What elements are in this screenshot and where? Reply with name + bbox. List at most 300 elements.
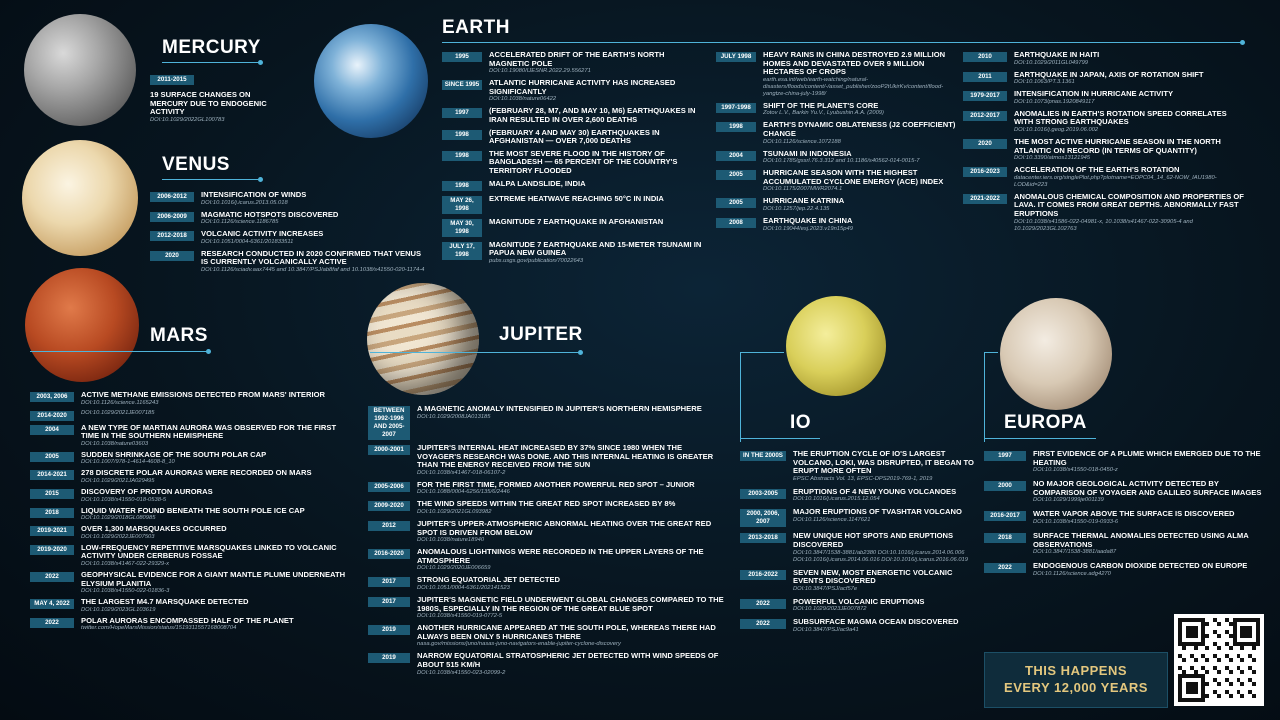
event-row <box>368 576 728 592</box>
event-title: ENDOGENOUS CARBON DIOXIDE DETECTED ON EUROPE <box>1033 561 1248 571</box>
event-title: EARTHQUAKE IN JAPAN, AXIS OF ROTATION SHIFT <box>1014 69 1204 79</box>
event-title: HURRICANE SEASON WITH THE HIGHEST ACCUMULATED CYCLONE ENERGY (ACE) INDEX <box>763 168 944 186</box>
event-title: FOR THE FIRST TIME, FORMED ANOTHER POWERFUL RED SPOT – JUNIOR <box>417 479 695 489</box>
event-title: LIQUID WATER FOUND BENEATH THE SOUTH POLE ICE CAP <box>81 505 305 515</box>
year-badge: 1998 <box>716 122 756 132</box>
io-image <box>786 296 886 396</box>
event-doi: DOI:10.1126/sciadv.aax7445 and 10.3847/PSJ/ab8faf and 10.1038/s41550-020-1174-4 <box>201 266 425 273</box>
event-text <box>1014 90 1173 106</box>
event-title: JUPITER'S MAGNETIC FIELD UNDERWENT GLOBAL CHANGES COMPARED TO THE 1980S, ESPECIALLY IN THE REGION OF THE GREAT BLUE SPOT <box>417 594 724 613</box>
event-title: TSUNAMI IN INDONESIA <box>763 148 852 158</box>
event-row <box>368 520 728 544</box>
event-row <box>442 195 707 214</box>
event-text <box>1033 450 1272 474</box>
year-badge: SINCE 1995 <box>442 80 482 90</box>
event-title: SUBSURFACE MAGMA OCEAN DISCOVERED <box>793 617 959 627</box>
mars-event-list <box>30 391 355 635</box>
event-title: THE MOST SEVERE FLOOD IN THE HISTORY OF BANGLADESH — 65 PERCENT OF THE COUNTRY'S TERRITORY FLOODED <box>489 148 678 175</box>
event-row <box>963 110 1248 134</box>
event-text <box>417 520 728 544</box>
event-title: SHIFT OF THE PLANET'S CORE <box>763 100 879 110</box>
event-text <box>81 488 213 504</box>
event-doi: DOI:10.1029/2018GL080985 <box>81 515 156 522</box>
event-doi: DOI:10.1016/j.icarus.2013.05.018 <box>201 199 288 206</box>
event-row <box>30 410 355 421</box>
year-badge: BETWEEN 1992-1996 AND 2005-2007 <box>368 406 410 440</box>
event-title: 19 SURFACE CHANGES ON MERCURY DUE TO ENDOGENIC ACTIVITY <box>150 90 267 117</box>
event-text <box>417 624 728 648</box>
venus-dot <box>258 177 263 182</box>
event-row <box>716 102 956 118</box>
year-badge: 2003, 2006 <box>30 392 74 402</box>
event-row <box>984 562 1272 578</box>
event-row <box>442 129 707 146</box>
europa-vertical-line <box>984 352 985 442</box>
event-title: ANOMALOUS LIGHTNINGS WERE RECORDED IN THE UPPER LAYERS OF THE ATMOSPHERE <box>417 547 704 565</box>
event-text <box>81 391 325 407</box>
earth-underline <box>442 42 1242 43</box>
event-doi: DOI:10.1038/s41550-019-0933-6 <box>1033 518 1119 525</box>
io-title: IO <box>790 412 812 433</box>
year-badge: 2005 <box>716 198 756 208</box>
year-badge: JULY 1998 <box>716 52 756 62</box>
event-title: A NEW TYPE OF MARTIAN AURORA WAS OBSERVED FOR THE FIRST TIME IN THE SOUTHERN HEMISPHERE <box>81 422 337 441</box>
year-badge: 2014-2021 <box>30 470 74 480</box>
event-text <box>489 107 707 124</box>
mars-underline <box>30 351 208 352</box>
year-badge: 2020 <box>963 139 1007 149</box>
event-row <box>716 217 956 233</box>
event-doi: DOI:10.1029/2022GL100783 <box>150 116 225 123</box>
event-title: THE WIND SPEEDS WITHIN THE GREAT RED SPOT INCREASED BY 8% <box>417 499 676 509</box>
year-badge: 2011-2015 <box>150 75 194 85</box>
event-doi: DOI:10.1126/science.1165243 <box>81 399 159 406</box>
event-title: EARTHQUAKE IN HAITI <box>1014 50 1100 59</box>
event-row <box>963 166 1248 189</box>
event-text <box>793 450 980 483</box>
year-badge: 2019 <box>368 625 410 635</box>
year-badge: 2015 <box>30 489 74 499</box>
year-badge: 1997 <box>442 108 482 118</box>
year-badge: 1979-2017 <box>963 91 1007 101</box>
event-text <box>81 571 355 595</box>
earth-title: EARTH <box>442 17 510 38</box>
event-row <box>368 652 728 676</box>
event-text <box>417 481 695 497</box>
event-title: RESEARCH CONDUCTED IN 2020 CONFIRMED THAT VENUS IS CURRENTLY VOLCANICALLY ACTIVE <box>201 248 422 267</box>
event-doi: DOI:10.1257/jep.22.4.135 <box>763 205 830 212</box>
event-row <box>984 532 1272 556</box>
year-badge: 1998 <box>442 130 482 140</box>
event-title: ANOTHER HURRICANE APPEARED AT THE SOUTH POLE, WHEREAS THERE HAD ALWAYS BEEN ONLY 5 HURRICANES THERE <box>417 623 716 641</box>
event-doi: DOI:10.1038/s41550-022-01836-3 <box>81 588 170 595</box>
event-text <box>81 469 312 485</box>
io-event-list <box>740 450 980 639</box>
event-doi: DOI:10.3390/atmos13121945 <box>1014 155 1091 162</box>
jupiter-image <box>367 283 479 395</box>
year-badge: 2008 <box>716 218 756 228</box>
event-doi: DOI:10.1063/PT.3.1361 <box>1014 79 1075 86</box>
event-row <box>740 532 980 563</box>
jupiter-underline <box>370 352 580 353</box>
event-row <box>442 218 707 237</box>
event-doi: DOI:10.1038/s41550-018-0538-5 <box>81 496 167 503</box>
event-title: HURRICANE KATRINA <box>763 196 845 206</box>
event-doi: earth.esa.int/web/earth-watching/natural-disasters/floods/content/-/asset_publisher/zooP2tUkirKv/content/flood-yangtze-china-july-1998/ <box>763 76 944 97</box>
qr-code-icon[interactable] <box>1174 614 1264 706</box>
event-row <box>984 510 1272 526</box>
event-doi: DOI:10.19044/esj.2023.v19n15p49 <box>763 225 853 232</box>
event-row <box>442 241 707 265</box>
event-text <box>489 195 664 204</box>
event-doi: DOI:10.1029/2023JE007872 <box>793 606 867 613</box>
event-row <box>963 193 1248 233</box>
earth-dot <box>1240 40 1245 45</box>
event-text <box>81 598 249 614</box>
event-row <box>716 121 956 145</box>
io-underline <box>740 438 820 439</box>
event-title: EARTH'S DYNAMIC OBLATENESS (J2 COEFFICIENT) CHANGE <box>763 120 956 138</box>
event-text <box>763 217 853 233</box>
year-badge: 2019-2021 <box>30 526 74 536</box>
event-doi: DOI:10.1016/j.geog.2019.06.002 <box>1014 126 1099 133</box>
year-badge: 2020 <box>150 251 194 261</box>
year-badge: 1998 <box>442 151 482 161</box>
jupiter-dot <box>578 350 583 355</box>
event-row <box>740 508 980 527</box>
event-text <box>489 241 707 265</box>
event-title: MAGNITUDE 7 EARTHQUAKE AND 15-METER TSUNAMI IN PAPUA NEW GUINEA <box>489 239 702 258</box>
year-badge: 2017 <box>368 597 410 607</box>
event-title: (FEBRUARY 4 AND MAY 30) EARTHQUAKES IN AFGHANISTAN — OVER 7,000 DEATHS <box>489 127 660 146</box>
europa-underline <box>984 438 1096 439</box>
event-doi: DOI:10.1038/s41586-022-04981-x, 10.1038/s41467-022-30905-4 and 10.1029/2023GL102763 <box>1014 218 1193 232</box>
event-row <box>740 618 980 634</box>
year-badge: 1997 <box>984 451 1026 461</box>
cycle-line-2: EVERY 12,000 YEARS <box>1004 680 1148 695</box>
event-text <box>793 618 959 634</box>
event-row <box>716 150 956 166</box>
event-title: NO MAJOR GEOLOGICAL ACTIVITY DETECTED BY COMPARISON OF VOYAGER AND GALILEO SURFACE IMAGES <box>1033 479 1262 497</box>
event-text <box>1014 138 1248 162</box>
event-title: WATER VAPOR ABOVE THE SURFACE IS DISCOVERED <box>1033 509 1235 519</box>
event-row <box>30 571 355 595</box>
year-badge: JULY 17, 1998 <box>442 242 482 260</box>
mercury-underline <box>162 62 260 63</box>
event-row <box>740 598 980 614</box>
event-title: ERUPTIONS OF 4 NEW YOUNG VOLCANOES <box>793 486 957 496</box>
event-doi: Zotov L.V., Barkin Yu.V., Lyubushin A.A. (2009) <box>763 110 884 117</box>
year-badge: 2012-2018 <box>150 231 194 241</box>
event-doi: DOI:10.1029/2021JE007185 <box>81 409 155 416</box>
event-text <box>489 51 707 75</box>
event-row <box>30 451 355 467</box>
year-badge: 1997-1998 <box>716 103 756 113</box>
event-text <box>763 102 884 118</box>
event-row <box>30 488 355 504</box>
mercury-entry <box>150 74 270 85</box>
event-text <box>489 129 707 146</box>
mercury-dot <box>258 60 263 65</box>
event-text <box>81 507 305 523</box>
year-badge: 2004 <box>716 151 756 161</box>
event-doi: DOI:10.1029/2011GL049799 <box>1014 59 1089 66</box>
event-title: SUDDEN SHRINKAGE OF THE SOUTH POLAR CAP <box>81 449 267 459</box>
year-badge: 2016-2022 <box>740 570 786 580</box>
event-title: JUPITER'S INTERNAL HEAT INCREASED BY 37% SINCE 1980 WHEN THE VOYAGER'S RESEARCH WAS DONE. AND THIS INTERNAL HEATING IS GREATER THAN THE ENERGY RECEIVED FROM THE SUN <box>417 443 714 470</box>
year-badge: 2006-2009 <box>150 212 194 222</box>
event-row <box>716 169 956 193</box>
event-row <box>963 90 1248 106</box>
event-row <box>368 596 728 620</box>
event-doi: DOI:10.1126/science.adg4270 <box>1033 570 1111 577</box>
venus-title: VENUS <box>162 154 230 175</box>
year-badge: 2005-2006 <box>368 482 410 492</box>
event-title: MAGNITUDE 7 EARTHQUAKE IN AFGHANISTAN <box>489 216 664 226</box>
year-badge: 2011 <box>963 72 1007 82</box>
year-badge: 2004 <box>30 425 74 435</box>
event-title: MAGMATIC HOTSPOTS DISCOVERED <box>201 209 339 219</box>
event-row <box>30 424 355 448</box>
event-row <box>150 191 425 207</box>
event-title: HEAVY RAINS IN CHINA DESTROYED 2.9 MILLION HOMES AND DEVASTATED OVER 9 MILLION HECTARES OF CROPS <box>763 50 946 77</box>
year-badge: MAY 26, 1998 <box>442 196 482 214</box>
event-text <box>417 444 728 477</box>
event-row <box>368 500 728 516</box>
event-row <box>740 488 980 504</box>
event-doi: DOI:10.3847/1538-3881/ab2380 DOI:10.1016/j.icarus.2014.06.006 DOI:10.1016/j.icarus.2014.06.016 DOI:10.1016/j.icarus.2016.06.019 <box>793 549 968 563</box>
year-badge: 2010 <box>963 52 1007 62</box>
event-text <box>417 500 675 516</box>
event-title: POLAR AURORAS ENCOMPASSED HALF OF THE PLANET <box>81 615 294 625</box>
event-text <box>81 544 355 568</box>
event-text <box>489 150 707 176</box>
event-text <box>81 424 355 448</box>
event-title: THE LARGEST M4.7 MARSQUAKE DETECTED <box>81 597 249 607</box>
event-row <box>30 507 355 523</box>
event-title: VOLCANIC ACTIVITY INCREASES <box>201 229 324 239</box>
event-text <box>417 548 728 572</box>
event-title: SEVEN NEW, MOST ENERGETIC VOLCANIC EVENTS DISCOVERED <box>793 567 953 586</box>
event-text <box>793 598 925 614</box>
event-title: EARTHQUAKE IN CHINA <box>763 215 853 225</box>
event-text <box>1033 532 1272 556</box>
event-text <box>1014 193 1248 233</box>
event-text <box>793 569 980 593</box>
event-row <box>740 569 980 593</box>
event-text <box>201 230 323 246</box>
event-doi: DOI:10.1038/nature06422 <box>489 96 557 103</box>
event-row <box>442 79 707 103</box>
event-row <box>442 51 707 75</box>
event-text <box>763 51 956 98</box>
mercury-entry-text <box>150 91 270 124</box>
event-text <box>1033 562 1247 578</box>
earth-image <box>314 24 428 138</box>
year-badge: 2000-2001 <box>368 445 410 455</box>
event-title: ANOMALOUS CHEMICAL COMPOSITION AND PROPERTIES OF LAVA. IT COMES FROM GREAT DEPTHS. ABNORMALLY FAST ERUPTIONS <box>1014 191 1244 218</box>
event-title: MAJOR ERUPTIONS OF TVASHTAR VOLCANO <box>793 507 962 517</box>
cycle-callout <box>984 652 1168 708</box>
event-title: MALPA LANDSLIDE, INDIA <box>489 178 586 188</box>
event-doi: DOI:10.1029/2022JE007503 <box>81 533 155 540</box>
year-badge: 2003-2005 <box>740 489 786 499</box>
cycle-line-1: THIS HAPPENS <box>1024 663 1128 678</box>
event-doi: DOI:10.1051/0004-6361/201833511 <box>201 238 294 245</box>
event-row <box>716 197 956 213</box>
event-text <box>81 410 155 417</box>
event-title: JUPITER'S UPPER-ATMOSPHERIC ABNORMAL HEATING OVER THE GREAT RED SPOT IS DRIVEN FROM BELOW <box>417 518 712 537</box>
event-title: ANOMALIES IN EARTH'S ROTATION SPEED CORRELATES WITH STRONG EARTHQUAKES <box>1014 108 1227 127</box>
event-doi: DOI:10.1126/science.1186785 <box>201 219 279 226</box>
io-connector <box>740 352 784 353</box>
event-doi: nasa.gov/missions/juno/nasas-juno-navigators-enable-jupiter-cyclone-discovery <box>417 641 621 648</box>
europa-event-list <box>984 450 1272 584</box>
year-badge: 2016-2017 <box>984 511 1026 521</box>
jupiter-event-list <box>368 405 728 681</box>
europa-title: EUROPA <box>1004 412 1087 433</box>
event-doi: DOI:10.1126/science.1147621 <box>793 516 871 523</box>
event-doi: DOI:10.1038/s41467-018-06107-2 <box>417 469 506 476</box>
event-row <box>368 405 728 440</box>
event-text <box>1033 480 1272 504</box>
mercury-title: MERCURY <box>162 37 261 58</box>
event-row <box>368 624 728 648</box>
event-title: THE MOST ACTIVE HURRICANE SEASON IN THE NORTH ATLANTIC ON RECORD (IN TERMS OF QUANTITY) <box>1014 136 1221 155</box>
event-row <box>963 71 1248 87</box>
year-badge: 1998 <box>442 181 482 191</box>
event-text <box>81 451 266 467</box>
year-badge: 2022 <box>30 572 74 582</box>
event-text <box>763 150 920 166</box>
event-row <box>30 544 355 568</box>
event-text <box>417 405 702 421</box>
year-badge: 2021-2022 <box>963 194 1007 204</box>
europa-image <box>1000 298 1112 410</box>
event-text <box>793 532 980 563</box>
event-doi: DOI:10.1785/gssrl.76.3.312 and 10.1186/s40562-014-0015-7 <box>763 158 920 165</box>
event-title: ACCELERATED DRIFT OF THE EARTH'S NORTH MAGNETIC POLE <box>489 50 665 68</box>
event-text <box>793 488 956 504</box>
jupiter-title: JUPITER <box>499 324 583 345</box>
year-badge: 2022 <box>30 618 74 628</box>
event-text <box>793 508 962 524</box>
year-badge: 2000 <box>984 481 1026 491</box>
event-title: STRONG EQUATORIAL JET DETECTED <box>417 575 561 585</box>
event-doi: DOI:10.1016/j.icarus.2015.12.054 <box>793 496 880 503</box>
event-row <box>368 481 728 497</box>
event-title: (FEBRUARY 28, M7, AND MAY 10, M6) EARTHQUAKES IN IRAN RESULTED IN OVER 2,600 DEATHS <box>489 106 696 124</box>
year-badge: 2009-2020 <box>368 501 410 511</box>
earth-event-list-3 <box>963 51 1248 237</box>
year-badge: MAY 4, 2022 <box>30 599 74 609</box>
event-row <box>984 450 1272 474</box>
event-row <box>150 211 425 227</box>
year-badge: 2022 <box>984 563 1026 573</box>
year-badge: 2006-2012 <box>150 192 194 202</box>
event-doi: DOI:10.1073/pnas.1920849117 <box>1014 98 1095 105</box>
event-title: ATLANTIC HURRICANE ACTIVITY HAS INCREASED SIGNIFICANTLY <box>489 78 676 96</box>
event-doi: DOI:10.1029/1999je001139 <box>1033 497 1104 504</box>
year-badge: 2019-2020 <box>30 545 74 555</box>
event-doi: DOI:10.19080/IJESNR.2022.29.556271 <box>489 68 591 75</box>
event-doi: DOI:10.1038/s41550-023-02099-2 <box>417 669 506 676</box>
event-row <box>30 617 355 633</box>
year-badge: 2019 <box>368 653 410 663</box>
event-doi: DOI:10.3847/1538-3881/aada87 <box>1033 549 1117 556</box>
year-badge: MAY 30, 1998 <box>442 219 482 237</box>
event-doi: DOI:10.3847/PSJ/acf57e <box>793 585 858 592</box>
event-title: NARROW EQUATORIAL STRATOSPHERIC JET DETECTED WITH WIND SPEEDS OF ABOUT 515 KM/H <box>417 651 719 669</box>
event-doi: DOI:10.1029/2020JE006659 <box>417 565 491 572</box>
year-badge: 2000, 2006, 2007 <box>740 509 786 527</box>
venus-event-list <box>150 191 425 278</box>
event-doi: DOI:10.1029/2021GL093982 <box>417 508 492 515</box>
event-doi: DOI:10.1038/nature03603 <box>81 440 149 447</box>
event-doi: DOI:10.1029/2021JA029495 <box>81 477 155 484</box>
year-badge: 2022 <box>740 599 786 609</box>
event-doi: DOI:10.3847/PSJ/ac9a41 <box>793 626 859 633</box>
year-badge: 2017 <box>368 577 410 587</box>
year-badge: IN THE 2000S <box>740 451 786 461</box>
event-text <box>417 596 728 620</box>
mars-dot <box>206 349 211 354</box>
event-row <box>30 525 355 541</box>
event-title: EXTREME HEATWAVE REACHING 50°C IN INDIA <box>489 193 664 203</box>
event-title: POWERFUL VOLCANIC ERUPTIONS <box>793 596 925 606</box>
event-text <box>489 218 663 227</box>
event-row <box>442 150 707 176</box>
event-title: FIRST EVIDENCE OF A PLUME WHICH EMERGED DUE TO THE HEATING <box>1033 449 1261 467</box>
year-badge: 2005 <box>30 452 74 462</box>
event-row <box>963 51 1248 67</box>
event-text <box>81 617 294 633</box>
event-text <box>1014 166 1248 189</box>
event-doi: DOI:10.1029/2023GL103619 <box>81 606 156 613</box>
event-title: OVER 1,300 MARSQUAKES OCCURRED <box>81 524 227 534</box>
event-row <box>984 480 1272 504</box>
event-text <box>1014 71 1204 87</box>
event-text <box>489 180 586 189</box>
year-badge: 2016-2023 <box>963 167 1007 177</box>
event-text <box>1033 510 1235 526</box>
event-doi: pubs.usgs.gov/publication/70022643 <box>489 257 584 264</box>
event-doi: DOI:10.1038/s41550-019-0772-5 <box>417 613 503 620</box>
year-badge: 2012 <box>368 521 410 531</box>
event-doi: DOI:10.1175/2007MWR2074.1 <box>763 186 843 193</box>
event-row <box>30 469 355 485</box>
mars-image <box>25 268 139 382</box>
event-title: THE ERUPTION CYCLE OF IO'S LARGEST VOLCANO, LOKI, WAS DISRUPTED, IT BEGAN TO ERUPT MORE OFTEN <box>793 449 974 476</box>
year-badge: 2013-2018 <box>740 533 786 543</box>
event-title: ACCELERATION OF THE EARTH'S ROTATION <box>1014 165 1180 175</box>
event-text <box>763 169 956 193</box>
event-doi: twitter.com/HopeMarsMission/status/1519311557168008704 <box>81 625 237 632</box>
event-row <box>368 444 728 477</box>
event-text <box>1014 110 1248 134</box>
year-badge: 2022 <box>740 619 786 629</box>
event-row <box>442 180 707 191</box>
event-doi: DOI:10.1007/978-1-4614-4608-8_10 <box>81 459 175 466</box>
year-badge: 2018 <box>30 508 74 518</box>
event-title: SURFACE THERMAL ANOMALIES DETECTED USING ALMA OBSERVATIONS <box>1033 530 1249 549</box>
event-text <box>81 525 227 541</box>
event-text <box>763 121 956 145</box>
event-title: GEOPHYSICAL EVIDENCE FOR A GIANT MANTLE PLUME UNDERNEATH ELYSIUM PLANITIA <box>81 569 346 588</box>
venus-underline <box>162 179 260 180</box>
event-title: INTENSIFICATION OF WINDS <box>201 190 307 199</box>
event-title: 278 DISCRETE POLAR AURORAS WERE RECORDED ON MARS <box>81 468 312 478</box>
